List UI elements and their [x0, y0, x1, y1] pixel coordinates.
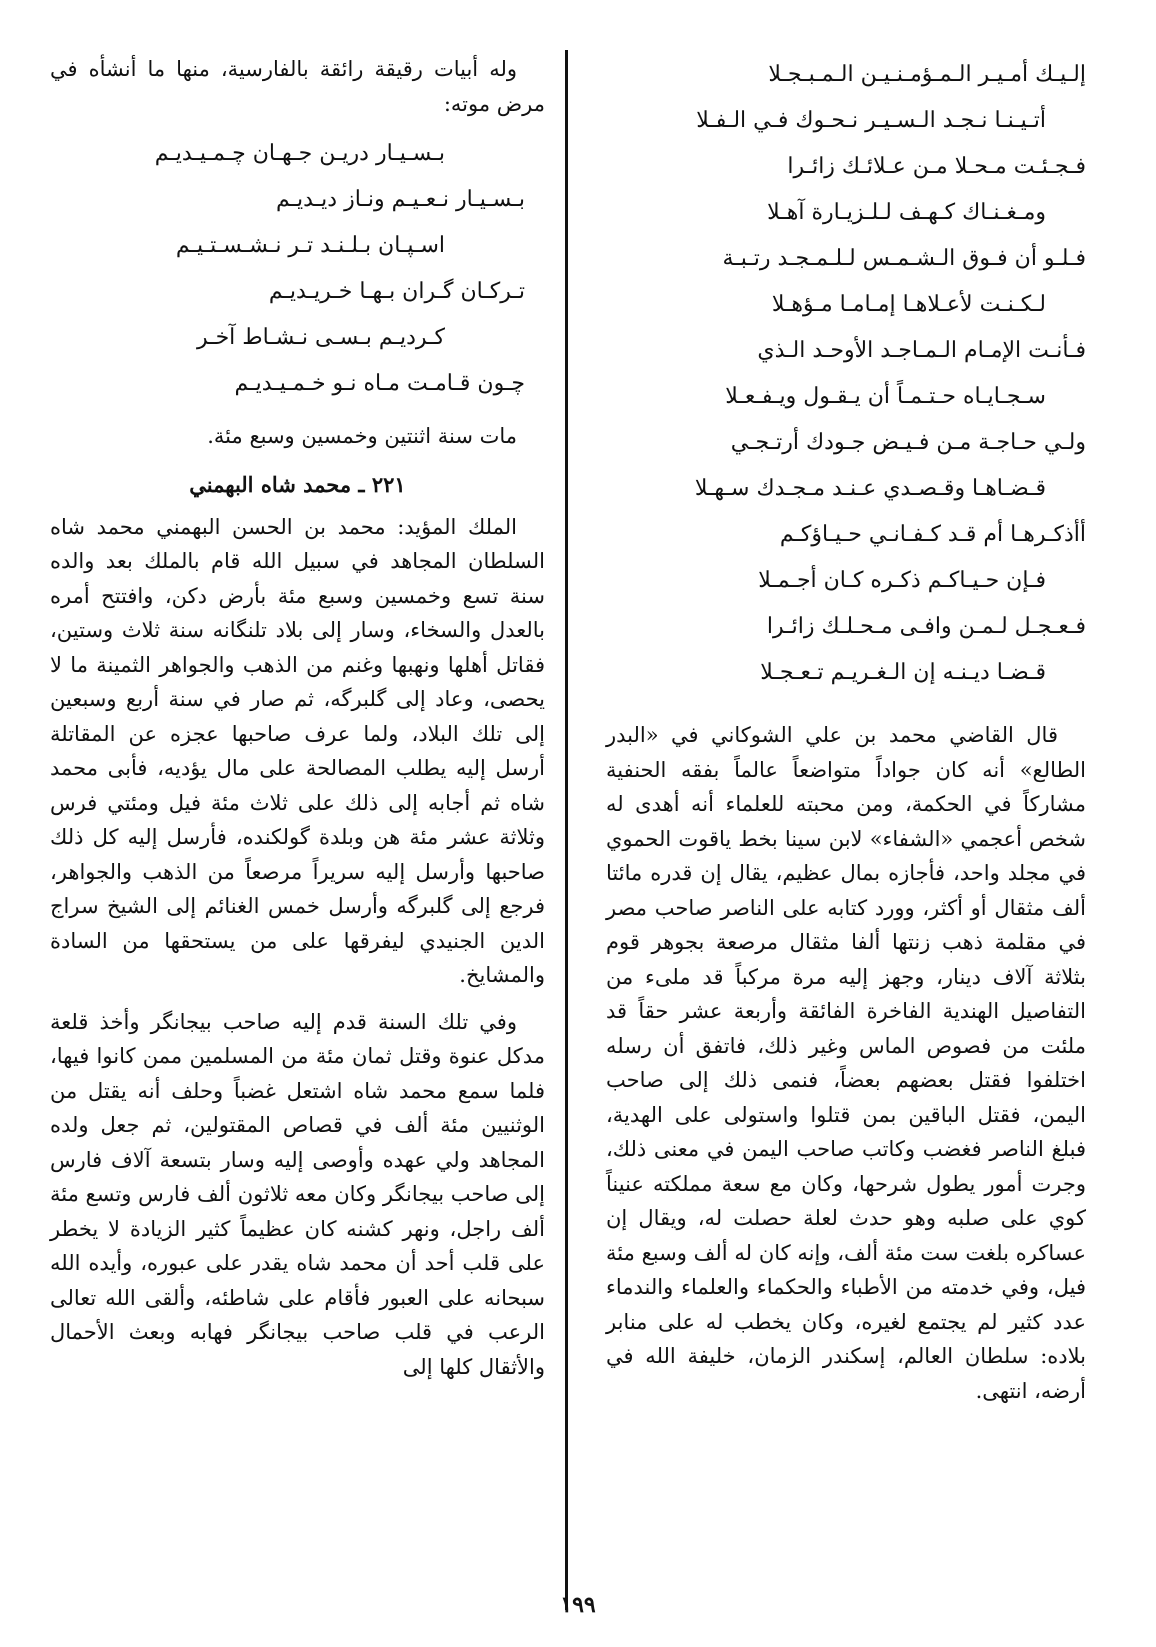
verse-line: إلـيـك أمـيـر الـمـؤمـنـيـن الـمـبـجـلا [768, 62, 1086, 87]
verse-line: أتـيـنـا نـجـد الـسـيـر نـحـوك فـي الـفـلا [696, 108, 1046, 133]
biography-paragraph-2: وفي تلك السنة قدم إليه صاحب بيجانگر وأخذ قلعة مدكل عنوة وقتل ثمان مئة من المسلمين ممن كانوا فيها، فلما سمع محمد شاه اشتعل غضباً وحلف أنه يقتل من الوثنيين مئة ألف في قصاص المقتولين، ثم جعل ولده المجاهد ولي عهده وأوصى إليه وسار بتسعة آلاف فارس إلى صاحب بيجانگر وكان معه ثلاثون ألف فارس وتسع مئة ألف راجل، ونهر كشنه كان عظيماً كثير الزيادة لا يخطر على قلب أحد أن محمد شاه يقدر على عبوره، وأيده الله سبحانه على العبور فأقام على شاطئه، وألقى الله تعالى الرعب في قلب صاحب بيجانگر فهابه وبعث الأحمال والأثقال كلها إلى [50, 1009, 545, 1379]
verse-line: ولـي حـاجـة مـن فـيـض جـودك أرتـجـي [730, 430, 1086, 455]
biography-paragraph-1: الملك المؤيد: محمد بن الحسن البهمني محمد شاه السلطان المجاهد في سبيل الله قام بالملك بعد والده سنة تسع وخمسين وسبع مئة بأرض دكن، وافتتح أمره بالعدل والسخاء، وسار إلى بلاد تلنگانه سنة ثلاث وستين، فقاتل أهلها ونهبها وغنم من الذهب والجواهر الثمينة ما لا يحصى، وعاد إلى گلبرگه، ثم صار في سنة أربع وسبعين إلى تلك البلاد، ولما عرف صاحبها عجزه عن المقاتلة أرسل إليه يطلب المصالحة على مال يؤديه، فأبى محمد شاه ثم أجابه إلى ذلك على ثلاث مئة فيل ومئتي فرس وثلاثة عشر مئة هن وبلدة گولكنده، فأرسل إليه كل ذلك صاحبها وأرسل إليه سريراً مرصعاً من الذهب والجواهر، فرجع إلى گلبرگه وأرسل خمس الغنائم إلى الشيخ سراج الدين الجنيدي ليفرقها على من يستحقها من السادة والمشايخ. [50, 514, 545, 987]
verse-line: فـأنـت الإمـام الـمـاجـد الأوحـد الـذي [757, 338, 1086, 363]
verse-line: فـعـجـل لـمـن وافـى مـحـلـك زائـرا [766, 614, 1086, 639]
entry-heading: ٢٢١ ـ محمد شاه البهمني [189, 471, 406, 497]
left-column [50, 52, 545, 1384]
verse-line: فـلـو أن فـوق الـشـمـس لـلـمـجـد رتـبـة [722, 246, 1086, 271]
verse-line: فـجـئـت مـحـلا مـن عـلائـك زائـرا [787, 154, 1086, 179]
poem [606, 52, 1086, 696]
prose-paragraph: قال القاضي محمد بن علي الشوكاني في «البدر الطالع» أنه كان جواداً متواضعاً عالماً بفقه الحنفية مشاركاً في الحكمة، ومن محبته للعلماء أنه أهدى له شخص أعجمي «الشفاء» لابن سينا بخط ياقوت الحموي في مجلد واحد، فأجازه بمال عظيم، يقال إن قدره مائتا ألف مثقال أو أكثر، وورد كتابه على الناصر صاحب مصر في مقلمة ذهب زنتها ألفا مثقال مرصعة بجوهر قوم بثلاثة آلاف دينار، وجهز إليه مرة مركباً قد ملىء من التفاصيل الهندية الفاخرة الفائقة وأربعة عشر حقاً قد ملئت من فصوص الماس وغير ذلك، فاتفق أن رسله اختلفوا فقتل بعضهم بعضاً، فنمى ذلك إلى صاحب اليمن، فقتل الباقين بمن قتلوا واستولى على الهدية، فبلغ الناصر فغضب وكاتب صاحب اليمن في معنى ذلك، وجرت أمور يطول شرحها، وكان مع سعة مملكته عنيناً كوي على صلبه وهو حدث لعلة حصلت له، ويقال إن عساكره بلغت ست مئة ألف، وإنه كان له ألف وسبع مئة فيل، وفي خدمته من الأطباء والحكماء والعلماء والندماء عدد كثير لم يجتمع لغيره، وكان يخطب له على منابر بلاده: سلطان العالم، إسكندر الزمان، خليفة الله في أرضه، انتهى. [606, 723, 1086, 1403]
persian-verse-line: كـرديـم بـسـى نـشـاط آخـر [196, 325, 445, 350]
persian-verse-line: بـسـيـار نـعـيـم ونـاز ديـديـم [275, 187, 525, 212]
persian-verse-line: تـركـان گـران بـهـا خـريـديـم [268, 279, 525, 304]
persian-verse-line: اسـپـان بـلـنـد تـر نـشـسـتـيـم [175, 233, 445, 258]
verse-line: لـكـنـت لأعـلاهـا إمـامـا مـؤهـلا [771, 292, 1046, 317]
verse-line: فـإن حـيـاكـم ذكـره كـان أجـمـلا [758, 568, 1046, 593]
page-number: ١٩٩ [560, 1592, 596, 1618]
verse-line: أأذكـرهـا أم قـد كـفـانـي حـيـاؤكـم [779, 522, 1086, 547]
intro-paragraph: وله أبيات رقيقة رائقة بالفارسية، منها ما أنشأه في مرض موته: [50, 57, 545, 116]
verse-line: قـضـاهـا وقـصـدي عـنـد مـجـدك سـهـلا [694, 476, 1046, 501]
column-divider [565, 50, 568, 1610]
death-note: مات سنة اثنتين وخمسين وسبع مئة. [207, 424, 517, 448]
verse-line: قـضـا ديـنـه إن الـغـريـم تـعـجـلا [760, 660, 1046, 685]
right-column [606, 52, 1086, 1408]
persian-verse-line: بـسـيـار دريـن جـهـان چـمـيـديـم [154, 141, 445, 166]
verse-line: ومـغـنـاك كـهـف لـلـزيـارة آهـلا [767, 200, 1046, 225]
verse-line: سـجـايـاه حـتـمـاً أن يـقـول ويـفـعـلا [725, 384, 1046, 409]
persian-verse-line: چـون قـامـت مـاه نـو خـمـيـديـم [234, 371, 525, 396]
persian-poem [50, 131, 545, 407]
